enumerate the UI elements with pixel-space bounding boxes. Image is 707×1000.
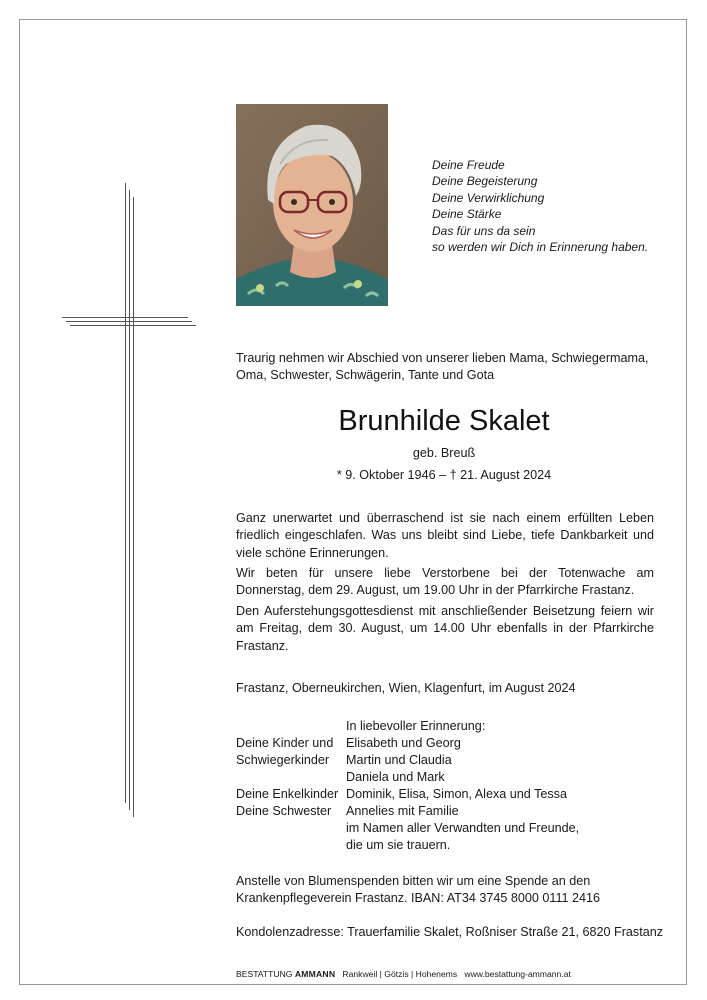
family-value: Elisabeth und Georg [346, 736, 461, 750]
family-label [236, 837, 346, 854]
family-row [236, 735, 579, 752]
family-row [236, 837, 579, 854]
footer-website[interactable]: www.bestattung-ammann.at [464, 969, 571, 979]
family-value: Annelies mit Familie [346, 804, 459, 818]
poem-line: Deine Begeisterung [432, 174, 538, 189]
family-row [236, 803, 579, 820]
family-label: Deine Schwester [236, 804, 332, 818]
family-value: Dominik, Elisa, Simon, Alexa und Tessa [346, 787, 567, 801]
family-row [236, 786, 579, 803]
family-list [236, 718, 579, 854]
family-label [236, 718, 346, 735]
paragraph: Ganz unerwartet und überraschend ist sie nach einem erfüllten Leben friedlich eingeschlafen. Was uns bleibt sind Liebe, tiefe Dankbarkeit und viele schöne Erinnerungen. [236, 511, 654, 560]
footer-brand-bold: AMMANN [294, 969, 336, 979]
deceased-name: Brunhilde Skalet [338, 405, 550, 437]
paragraph: Wir beten für unsere liebe Verstorbene bei der Totenwache am Donnerstag, dem 29. August, um 19.00 Uhr in der Pfarrkirche Frastanz. [236, 566, 654, 598]
footer-brand-plain: BESTATTUNG [236, 969, 295, 979]
life-dates: * 9. Oktober 1946 – † 21. August 2024 [336, 468, 552, 482]
family-value: im Namen aller Verwandten und Freunde, [346, 821, 580, 835]
family-row [236, 769, 579, 786]
poem-line: Deine Verwirklichung [432, 190, 545, 205]
family-label [236, 769, 346, 786]
condolence-address: Kondolenzadresse: Trauerfamilie Skalet, Roßniser Straße 21, 6820 Frastanz [236, 925, 664, 939]
family-value: In liebevoller Erinnerung: [346, 719, 486, 733]
donation-note: Anstelle von Blumenspenden bitten wir um eine Spende an den Krankenpflegeverein Frastanz. IBAN: AT34 3745 8000 0111 2416 [236, 874, 601, 906]
family-label: Schwiegerkinder [236, 753, 330, 767]
family-row [236, 718, 579, 735]
family-label: Deine Enkelkinder [236, 787, 339, 801]
poem [432, 157, 648, 255]
footer [236, 969, 571, 979]
family-value: die um sie trauern. [346, 838, 451, 852]
family-label [236, 820, 346, 837]
paragraph: Den Auferstehungsgottesdienst mit anschließender Beisetzung feiern wir am Freitag, dem 30. August, um 14.00 Uhr ebenfalls in der Pfarrkirche Frastanz. [236, 604, 654, 653]
family-row [236, 752, 579, 769]
family-row [236, 820, 579, 837]
poem-line: Deine Stärke [432, 207, 502, 222]
intro-text: Traurig nehmen wir Abschied von unserer lieben Mama, Schwiegermama, Oma, Schwester, Schwägerin, Tante und Gota [236, 351, 649, 383]
footer-locations: Rankweil | Götzis | Hohenems [342, 969, 458, 979]
family-value: Martin und Claudia [346, 753, 452, 767]
family-value: Daniela und Mark [346, 770, 445, 784]
poem-line: so werden wir Dich in Erinnerung haben. [432, 240, 649, 255]
poem-line: Das für uns da sein [432, 223, 536, 238]
portrait-photo [236, 104, 388, 306]
place-date: Frastanz, Oberneukirchen, Wien, Klagenfurt, im August 2024 [236, 681, 576, 695]
maiden-name: geb. Breuß [412, 446, 476, 460]
poem-line: Deine Freude [432, 158, 505, 172]
family-label: Deine Kinder und [236, 736, 334, 750]
